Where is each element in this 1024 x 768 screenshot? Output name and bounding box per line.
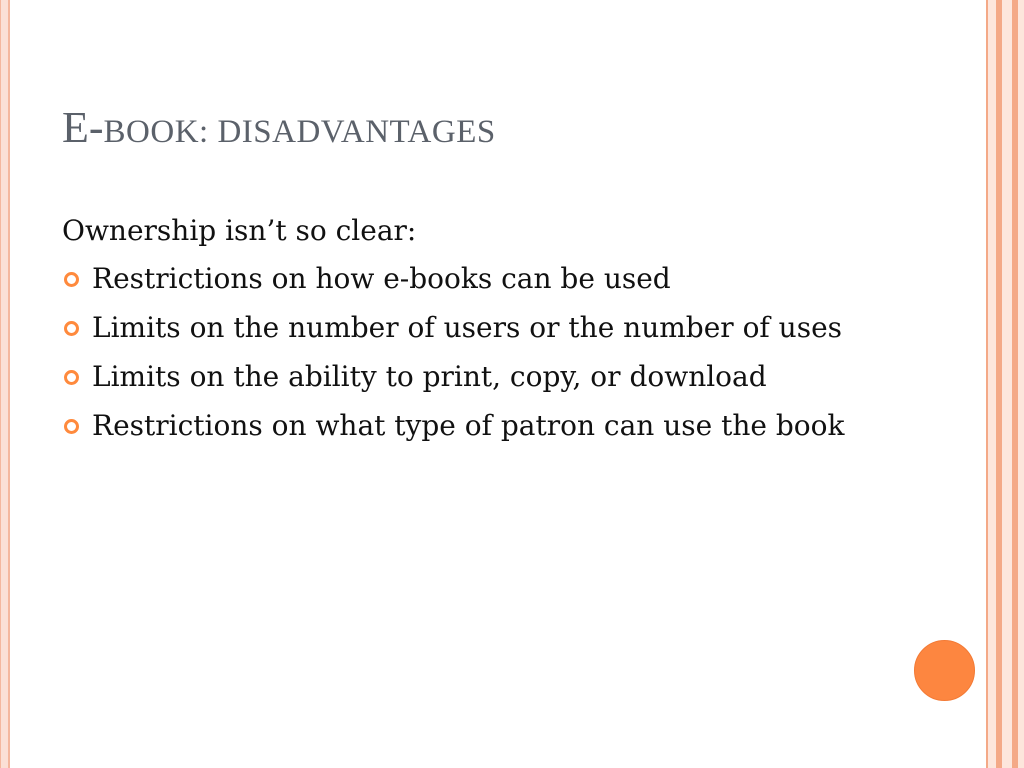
hollow-circle-bullet-icon (64, 370, 79, 385)
hollow-circle-bullet-icon (64, 321, 79, 336)
hollow-circle-bullet-icon (64, 272, 79, 287)
bullet-item (62, 259, 862, 299)
right-frame-line (996, 0, 1002, 768)
bullet-text: Limits on the number of users or the number of uses (92, 311, 843, 344)
bullet-text: Restrictions on how e-books can be used (92, 262, 671, 295)
slide-title-initial: E- (62, 103, 104, 152)
lead-text: Ownership isn’t so clear: (62, 214, 417, 247)
hollow-circle-bullet-icon (64, 419, 79, 434)
bullet-item (62, 406, 862, 446)
bullet-text: Restrictions on what type of patron can use the book (92, 409, 845, 442)
slide-title-rest: BOOK: DISADVANTAGES (103, 114, 496, 150)
right-frame-border (986, 0, 1024, 768)
orange-circle-icon (914, 640, 975, 701)
bullet-item (62, 357, 862, 397)
right-frame-line (1012, 0, 1018, 768)
bullet-text: Limits on the ability to print, copy, or download (92, 360, 767, 393)
slide-body (62, 211, 862, 455)
left-frame-border (0, 0, 10, 768)
right-frame-line (986, 0, 988, 768)
bullet-list (62, 259, 862, 446)
bullet-item (62, 308, 862, 348)
slide-title (62, 103, 496, 152)
